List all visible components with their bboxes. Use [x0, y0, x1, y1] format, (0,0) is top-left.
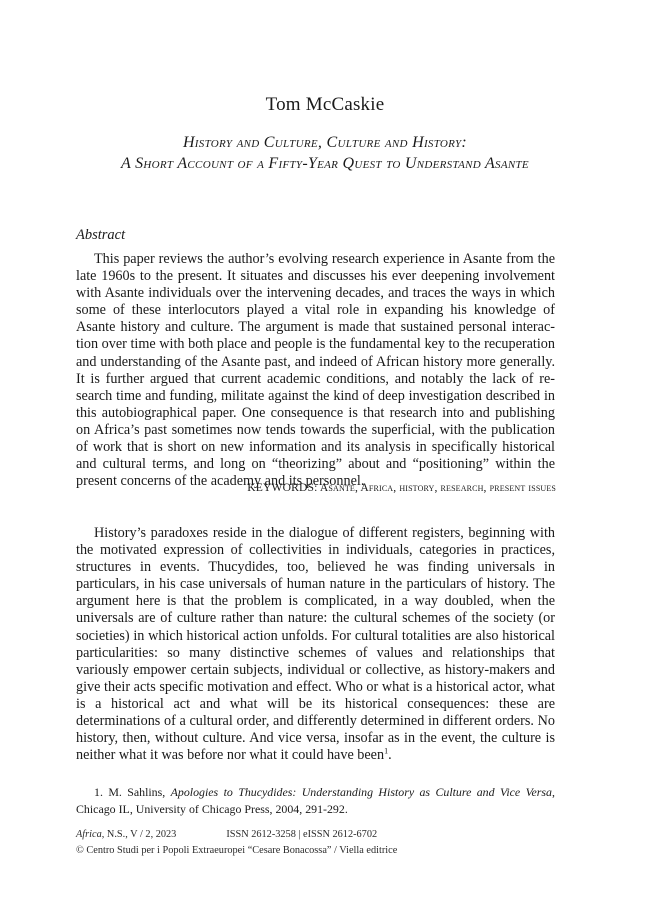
footer-copyright: © Centro Studi per i Popoli Extraeuropei “Cesare Bonacossa” / Viella editrice	[76, 845, 398, 856]
footer-journal-line	[76, 829, 555, 840]
journal-name: Africa	[76, 829, 102, 840]
footnote-number: 1.	[94, 785, 103, 799]
body-text: History’s paradoxes reside in the dialogue of different registers, beginning with the motivated expression of collectivities in individuals, categories in practices, structures in events. Thucydides, too, believed he was finding universals in particulars, in his case universals of human nature in the particulars of history. The argument here is that the problem is complicated, in a way doubled, when the universals are of culture rather than nature: the cultural schemes of the society (or societies) in which historical action unfolds. For cultural totalities are also historical particularities: so many distinctive schemes of values and relationships that variously empower certain subjects, individual or collective, as history-makers and give their acts specific motivation and effect. Who or what is a historical actor, what is a historical act and what will be its historical consequences: these are determinations of a cultural order, and differently determined in different orders. No history, then, without culture. And vice versa, insofar as in the event, the culture is neither what it was before nor what it could have been	[76, 525, 555, 764]
abstract-heading: Abstract	[76, 227, 126, 243]
footnote-reference[interactable]: 1	[384, 746, 389, 756]
article-title-line-2: A Short Account of a Fifty-Year Quest to Understand Asante	[121, 155, 529, 172]
footnote-rest: , Chicago IL, University of Chicago Press, 2004, 291-292.	[76, 785, 555, 816]
footnote	[76, 784, 555, 818]
journal-issue: , N.S., V / 2, 2023	[101, 829, 177, 840]
body-end-punct: .	[388, 747, 392, 764]
body-paragraph	[76, 525, 555, 764]
abstract-text: This paper reviews the author’s evolving research experience in Asante from the late 1960s to the present. It situates and discusses his ever deepening involvement with Asante individuals over the intervening decades, and traces the ways in which some of these interlocutors played a vital role in expanding his knowledge of Asante history and culture. The argument is made that sustained personal interaction over time with both place and people is the fundamental key to the recuperation and understanding of the Asante past, and indeed of African history more generally. It is further argued that current academic conditions, and notably the lack of research time and funding, militate against the kind of deep investigation described in this autobiographical paper. One consequence is that research into and publishing on Africa’s past sometimes now tends towards the superficial, with the publication of work that is short on new information and its analysis in specifically historical and cultural terms, and long on “theorizing” about and “positioning” within the present concerns of the academy and its personnel.	[76, 251, 555, 490]
footnote-author: M. Sahlins,	[108, 785, 166, 799]
issn-info: ISSN 2612-3258 | eISSN 2612-6702	[226, 829, 378, 840]
article-title-line-1: History and Culture, Culture and History:	[182, 134, 468, 151]
keywords-line: KEYWORDS: Asante, Africa, history, research, present issues	[247, 481, 556, 494]
author-name: Tom McCaskie	[265, 94, 385, 115]
footnote-work-title: Apologies to Thucydides: Understanding History as Culture and Vice Versa	[170, 785, 552, 799]
